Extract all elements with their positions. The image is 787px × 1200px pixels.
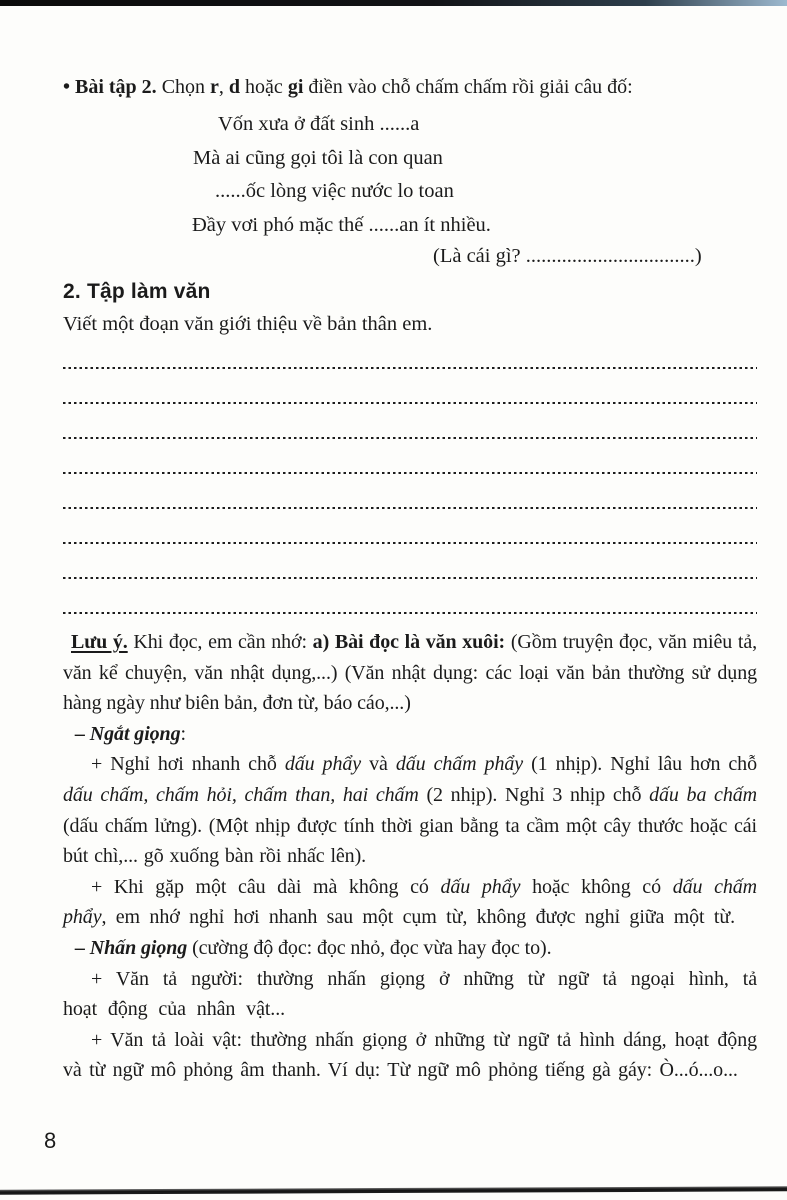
riddle-line: Đầy vơi phó mặc thế ......an ít nhiều. [192, 213, 491, 236]
writing-prompt: Viết một đoạn văn giới thiệu về bản thân em. [63, 313, 433, 335]
text-run: d [228, 76, 241, 98]
text-run: hoặc không có [520, 875, 673, 898]
writing-line [63, 346, 757, 369]
riddle-line: Mà ai cũng gọi tôi là con quan [193, 146, 443, 169]
writing-line [63, 544, 757, 579]
writing-line [63, 509, 757, 544]
riddle-answer-line: (Là cái gì? .................................) [433, 245, 702, 267]
text-run: Lưu ý. [71, 631, 128, 653]
riddle-line: ......ốc lòng việc nước lo toan [215, 180, 454, 202]
note-paragraph-van-ta-nguoi [63, 964, 757, 1025]
note-paragraph-ngat-giong [63, 719, 757, 750]
text-run: – Nhấn giọng [75, 936, 188, 959]
text-run: (cường độ đọc: đọc nhỏ, đọc vừa hay đọc to). [187, 936, 552, 959]
text-run: , [218, 76, 229, 98]
riddle-line: Vốn xưa ở đất sinh ......a [218, 113, 420, 135]
text-run: dấu phẩy [284, 753, 362, 776]
note-paragraph-nhan-giong [63, 933, 757, 964]
text-run: dấu ba chấm [649, 783, 757, 806]
riddle [63, 108, 757, 242]
writing-line [63, 579, 757, 614]
text-run: hoặc [240, 76, 288, 98]
writing-area [63, 346, 757, 614]
text-run: và [361, 753, 396, 776]
text-run: Chọn [156, 76, 211, 98]
note-paragraph-luu-y [63, 627, 757, 719]
text-run: điền vào chỗ chấm chấm rồi giải câu đố: [303, 76, 633, 98]
note-paragraph-cau-dai [63, 872, 757, 933]
text-run: dấu chấm phẩy [395, 753, 524, 776]
text-run: • Bài tập 2. [63, 76, 157, 98]
text-run: (dấu chấm lửng). (Một nhịp được tính thời gian bằng ta cầm một cây thước hoặc cái bút chì,... gõ xuống bàn rồi nhấc lên). [63, 814, 757, 868]
reading-note [63, 627, 757, 1086]
text-run: Khi đọc, em cần nhớ: [127, 631, 313, 653]
page-number: 8 [44, 1128, 57, 1153]
text-run: gi [287, 76, 304, 98]
note-paragraph-nghi-hoi [63, 749, 757, 871]
writing-line [63, 404, 757, 439]
text-run: – Ngắt giọng [75, 722, 181, 745]
text-run: + Văn tả người: thường nhấn giọng ở những từ ngữ tả ngoại hình, tả hoạt động của nhân vật... [63, 967, 757, 1021]
exercise-2-intro [63, 70, 757, 104]
text-run: dấu phẩy [440, 875, 521, 898]
text-run: , em nhớ nghỉ hơi nhanh sau một cụm từ, không được nghỉ giữa một từ. [101, 906, 735, 929]
text-run: (Gồm truyện đọc, văn miêu tả, văn kể chuyện, văn nhật dụng,...) (Văn nhật dụng: các loại văn bản thường sử dụng hàng ngày như biên bản, đơn từ, báo cáo,...) [63, 631, 757, 715]
page-bottom-edge [0, 1186, 787, 1194]
writing-line [63, 369, 757, 404]
section-heading-tap-lam-van: 2. Tập làm văn [63, 280, 211, 303]
writing-line [63, 439, 757, 474]
writing-line [63, 474, 757, 509]
page-top-edge [0, 0, 787, 6]
text-run: r [210, 76, 219, 98]
text-run: (2 nhịp). Nghỉ 3 nhịp chỗ [418, 783, 650, 806]
note-paragraph-van-ta-loai-vat [63, 1025, 757, 1086]
page-content [63, 70, 757, 1086]
text-run: + Khi gặp một câu dài mà không có [91, 875, 441, 898]
text-run: + Nghỉ hơi nhanh chỗ [91, 753, 285, 776]
text-run: + Văn tả loài vật: thường nhấn giọng ở những từ ngữ tả hình dáng, hoạt động và từ ngữ mô phỏng âm thanh. Ví dụ: Từ ngữ mô phỏng tiếng gà gáy: Ò...ó...o... [63, 1028, 757, 1082]
text-run: a) Bài đọc là văn xuôi: [312, 631, 506, 653]
text-run: dấu chấm phẩy [63, 875, 757, 929]
text-run: : [180, 722, 186, 745]
text-run: (1 nhịp). Nghỉ lâu hơn chỗ [523, 753, 757, 776]
text-run: dấu chấm, chấm hỏi, chấm than, hai chấm [63, 783, 419, 806]
